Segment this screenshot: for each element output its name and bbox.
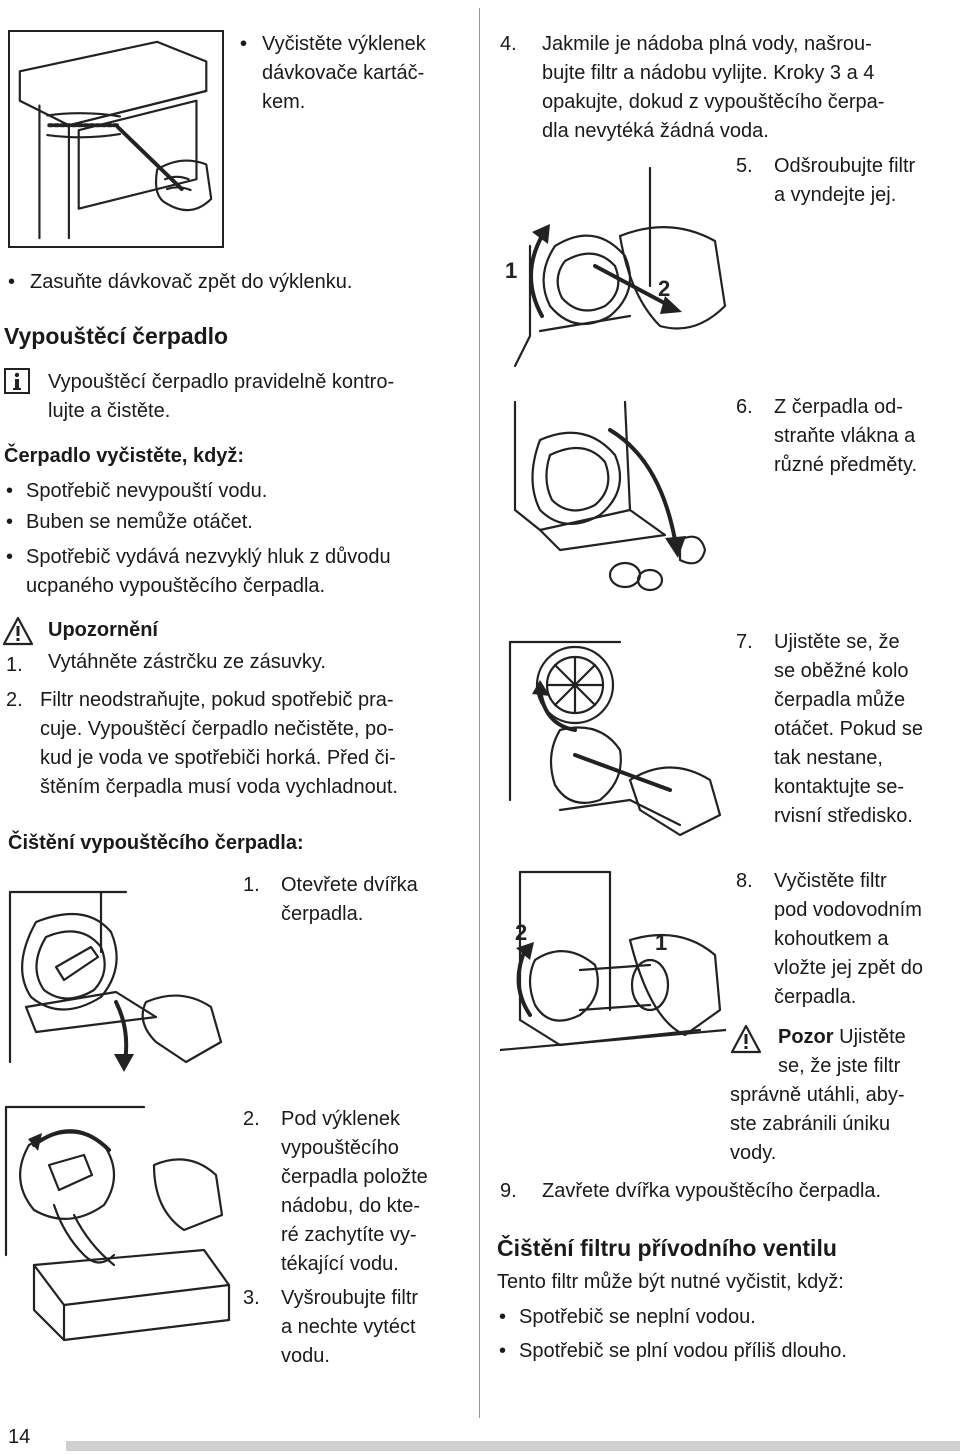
dispenser-line3: kem. (262, 91, 306, 113)
step3-line3: vodu. (281, 1345, 330, 1367)
bullet-dot: • (6, 511, 14, 533)
inlet-filter-heading: Čištění filtru přívodního ventilu (497, 1235, 837, 1261)
when-item-1: Spotřebič nevypouští vodu. (26, 480, 268, 502)
cleaning-heading: Čištění vypouštěcího čerpadla: (8, 832, 304, 854)
step3-number: 3. (243, 1287, 260, 1309)
step4-line1: Jakmile je nádoba plná vody, našrou- (542, 33, 872, 55)
step8-number: 8. (736, 870, 753, 892)
reinsert-filter-illustration (500, 870, 726, 1070)
caution-line3: správně utáhli, aby- (730, 1084, 905, 1106)
step6-line3: různé předměty. (774, 454, 918, 476)
warn2-number: 2. (6, 689, 23, 711)
step7-line7: rvisní středisko. (774, 805, 913, 827)
warn2-line2: cuje. Vypouštěcí čerpadlo nečistěte, po- (40, 718, 394, 740)
fig8-label-2: 2 (515, 920, 528, 945)
bullet-dot: • (499, 1340, 507, 1362)
step2-number: 2. (243, 1108, 260, 1130)
step1-line2: čerpadla. (281, 903, 364, 925)
info-line2: lujte a čistěte. (48, 400, 171, 422)
warning-title: Upozornění (48, 619, 158, 641)
step8-line1: Vyčistěte filtr (774, 870, 887, 892)
step1-number: 1. (243, 874, 260, 896)
step6-line2: straňte vlákna a (774, 425, 916, 447)
caution-line1 (778, 1023, 906, 1052)
warn1-number: 1. (6, 654, 23, 676)
bullet-dot: • (240, 33, 248, 55)
step7-line4: otáčet. Pokud se (774, 718, 923, 740)
remove-objects-illustration (500, 400, 726, 600)
warn2-line1: Filtr neodstraňujte, pokud spotřebič pra- (40, 689, 394, 711)
step3-line2: a nechte vytéct (281, 1316, 416, 1338)
step2-line2: vypouštěcího (281, 1137, 399, 1159)
caution-line2: se, že jste filtr (778, 1055, 901, 1077)
step1-line1: Otevřete dvířka (281, 874, 418, 896)
step2-line3: čerpadla položte (281, 1166, 428, 1188)
step5-number: 5. (736, 155, 753, 177)
step5-line2: a vyndejte jej. (774, 184, 897, 206)
inlet-item-1: Spotřebič se neplní vodou. (519, 1306, 756, 1328)
step8-line4: vložte jej zpět do (774, 957, 923, 979)
step6-number: 6. (736, 396, 753, 418)
bullet-dot: • (8, 271, 16, 293)
step5-line1: Odšroubujte filtr (774, 155, 916, 177)
step4-line4: dla nevytéká žádná voda. (542, 120, 769, 142)
unscrew-filter-illustration (500, 166, 730, 376)
warn1-text: Vytáhněte zástrčku ze zásuvky. (48, 651, 326, 673)
step7-line2: se oběžné kolo (774, 660, 909, 682)
warn2-line3: kud je voda ve spotřebiči horká. Před či- (40, 747, 396, 769)
bullet-dot: • (499, 1306, 507, 1328)
page-number: 14 (8, 1426, 31, 1448)
bullet-dot: • (6, 480, 14, 502)
warn2-line4: štěním čerpadla musí voda vychladnout. (40, 776, 398, 798)
column-divider (479, 8, 480, 1418)
fig5-label-2: 2 (658, 276, 671, 301)
fig5-label-1: 1 (505, 258, 518, 283)
open-door-illustration (6, 872, 228, 1072)
step3-line1: Vyšroubujte filtr (281, 1287, 419, 1309)
step2-line6: tékající vodu. (281, 1253, 399, 1275)
impeller-check-illustration (500, 640, 726, 840)
when-item-2: Buben se nemůže otáčet. (26, 511, 253, 533)
inlet-item-2: Spotřebič se plní vodou příliš dlouho. (519, 1340, 847, 1362)
step4-number: 4. (500, 33, 517, 55)
caution-rest: Ujistěte (833, 1026, 906, 1048)
footer-bar (66, 1441, 960, 1451)
dispenser-brush-illustration (8, 30, 224, 248)
dispenser-text (262, 30, 472, 117)
caution-line4: ste zabránili úniku (730, 1113, 891, 1135)
bullet-dot: • (6, 546, 14, 568)
step7-line3: čerpadla může (774, 689, 906, 711)
fig8-label-1: 1 (655, 930, 668, 955)
when-item-3: Spotřebič vydává nezvyklý hluk z důvodu (26, 546, 391, 568)
step2-line5: ré zachytíte vy- (281, 1224, 417, 1246)
step7-line1: Ujistěte se, že (774, 631, 900, 653)
step7-line6: kontaktujte se- (774, 776, 905, 798)
push-back-text: Zasuňte dávkovač zpět do výklenku. (30, 271, 353, 293)
clean-when-heading: Čerpadlo vyčistěte, když: (4, 445, 245, 467)
dispenser-line2: dávkovače kartáč- (262, 62, 425, 84)
brush-icon (47, 113, 181, 189)
inlet-intro: Tento filtr může být nutné vyčistit, když: (497, 1271, 844, 1293)
info-line1: Vypouštěcí čerpadlo pravidelně kontro- (48, 371, 395, 393)
step8-line5: čerpadla. (774, 986, 857, 1008)
warning-icon (2, 616, 34, 646)
step9-number: 9. (500, 1180, 517, 1202)
caution-bold: Pozor (778, 1026, 834, 1048)
step7-line5: tak nestane, (774, 747, 883, 769)
caution-warning-icon (730, 1024, 762, 1054)
step4-line2: bujte filtr a nádobu vylijte. Kroky 3 a 4 (542, 62, 875, 84)
step4-line3: opakujte, dokud z vypouštěcího čerpa- (542, 91, 885, 113)
step8-line2: pod vodovodním (774, 899, 922, 921)
step9-text: Zavřete dvířka vypouštěcího čerpadla. (542, 1180, 882, 1202)
step2-line1: Pod výklenek (281, 1108, 400, 1130)
when-item-4: ucpaného vypouštěcího čerpadla. (26, 575, 326, 597)
step6-line1: Z čerpadla od- (774, 396, 903, 418)
step7-number: 7. (736, 631, 753, 653)
drain-pump-heading: Vypouštěcí čerpadlo (4, 323, 229, 349)
caution-line5: vody. (730, 1142, 777, 1164)
info-icon (4, 368, 30, 394)
step2-line4: nádobu, do kte- (281, 1195, 420, 1217)
dispenser-line1: Vyčistěte výklenek (262, 33, 426, 55)
container-illustration (4, 1105, 232, 1343)
step8-line3: kohoutkem a (774, 928, 889, 950)
